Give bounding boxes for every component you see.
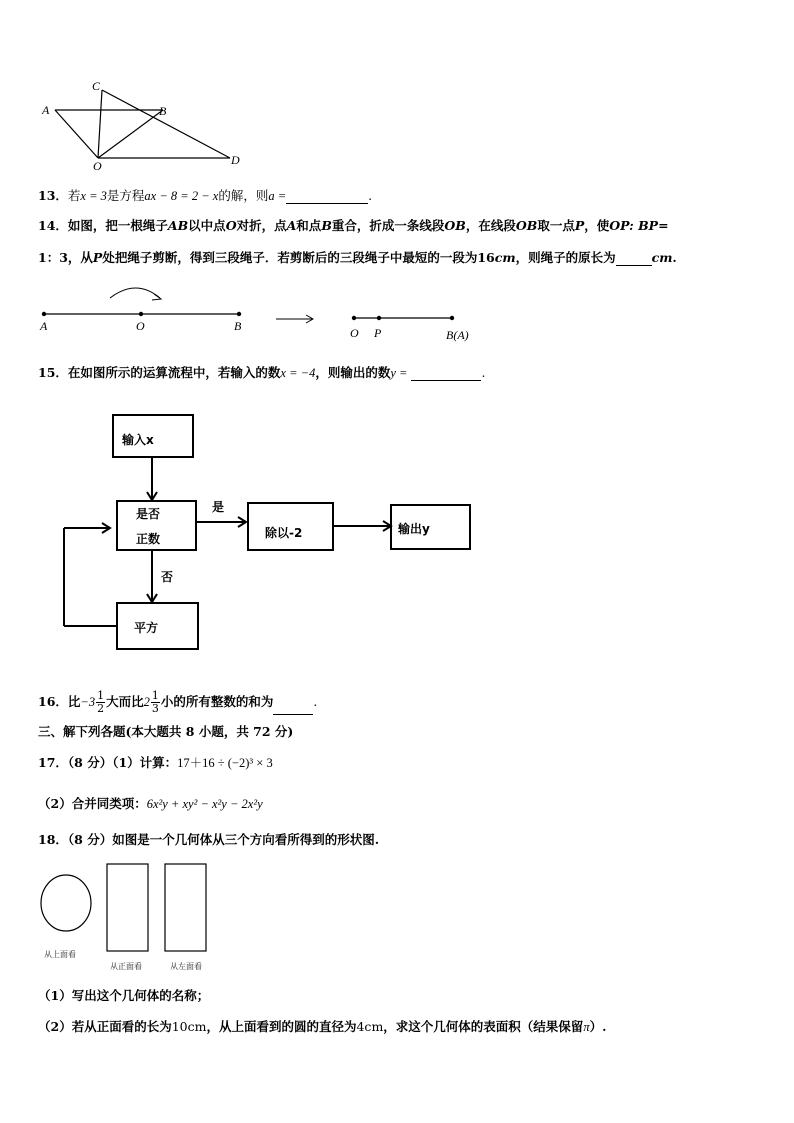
view-label-top: 从上面看 (44, 950, 76, 959)
rope-label-b: B (234, 319, 242, 333)
rope-label-o: O (136, 319, 145, 333)
rope-label-a: A (40, 319, 48, 333)
question-18-part2: （2）若从正面看的长为10cm，从上面看到的圆的直径为4cm，求这个几何体的表面积（结果保留π）. (38, 1019, 607, 1034)
view-label-front: 从正面看 (110, 962, 142, 971)
flow-divide-box: 除以-2 (247, 502, 334, 551)
folded-label-o: O (350, 326, 359, 340)
point-label-c: C (92, 79, 101, 93)
point-label-b: B (159, 104, 167, 118)
view-label-left: 从左面看 (170, 962, 202, 971)
three-views-figure (36, 860, 226, 960)
question-14-line2: 1：3，从P处把绳子剪断，得到三段绳子．若剪断后的三段绳子中最短的一段为16cm，则绳子的原长为 cm. (38, 250, 677, 265)
point-label-a: A (42, 103, 50, 117)
point-label-o: O (93, 159, 102, 173)
flow-check-box: 是否 正数 (116, 500, 197, 551)
question-14-line1: 14．如图，把一根绳子AB以中点O对折，点A和点B重合，折成一条线段OB，在线段OB取一点P，使OP: BP= (38, 218, 669, 233)
flow-no-label: 否 (161, 570, 174, 584)
question-18-heading: 18．（8 分）如图是一个几何体从三个方向看所得到的形状图. (38, 832, 380, 847)
flow-input-box: 输入x (112, 414, 194, 458)
question-18-part1: （1）写出这个几何体的名称； (38, 988, 210, 1003)
point-label-d: D (231, 153, 240, 167)
folded-label-ba: B(A) (446, 328, 469, 342)
question-17-part2: （2）合并同类项：6x²y + xy² − x²y − 2x²y (38, 796, 263, 811)
question-16: 16．比−3 $\frac{1}{2}$ 大而比2 $\frac{1}{3}$ 小的所有整数的和为 . (38, 689, 318, 715)
question-13: 13．若x = 3是方程ax − 8 = 2 − x的解，则a = . (38, 188, 373, 203)
flow-output-box: 输出y (390, 504, 471, 550)
flow-yes-label: 是 (212, 500, 225, 514)
answer-blank-16[interactable] (273, 714, 313, 715)
section-3-heading: 三、解下列各题(本大题共 8 小题，共 72 分) (38, 724, 294, 739)
question-17-part1: 17．（8 分）（1）计算：17＋16 ÷ (−2)³ × 3 (38, 755, 273, 770)
folded-label-p: P (374, 326, 382, 340)
question-15: 15．在如图所示的运算流程中，若输入的数x = −4，则输出的数y = . (38, 365, 486, 380)
flow-square-box: 平方 (116, 602, 199, 650)
